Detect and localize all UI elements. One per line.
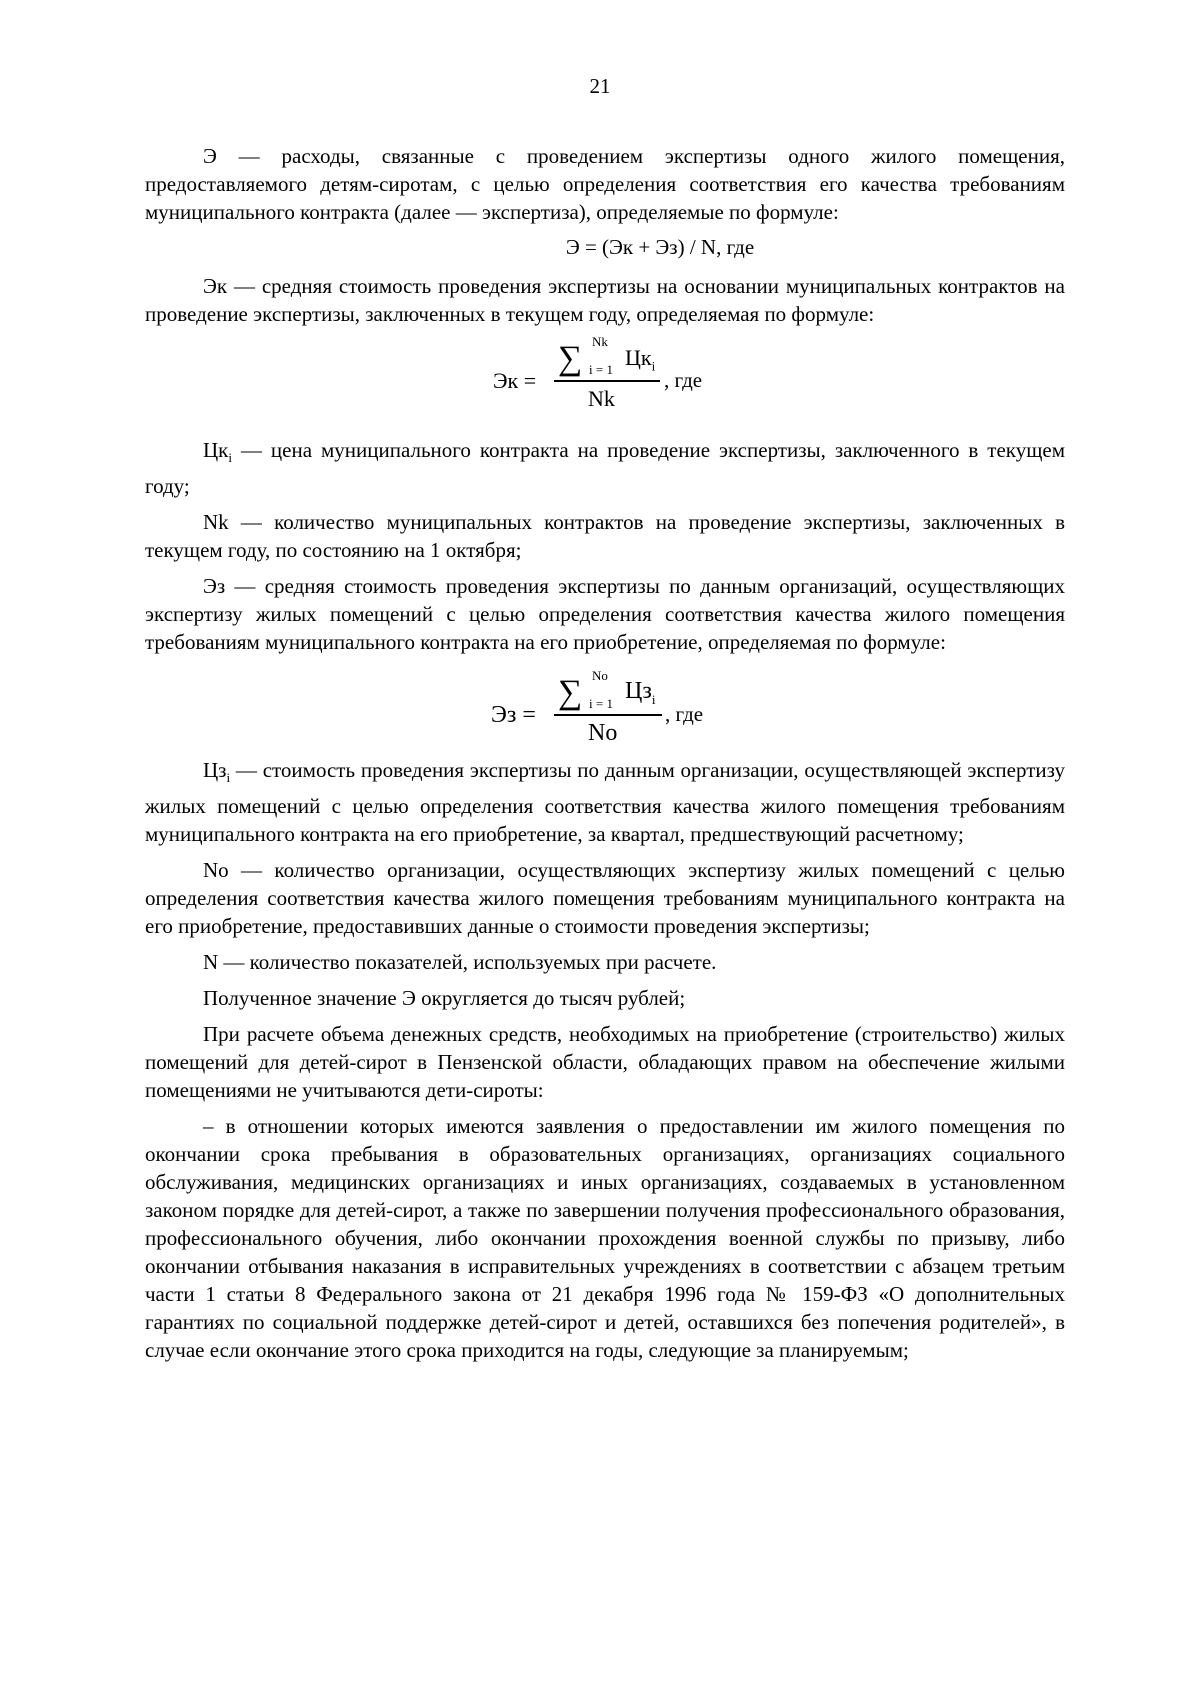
formula-ek-term-text: Цк	[625, 345, 652, 370]
tsz-subscript: i	[226, 770, 231, 786]
formula-ek-denominator: Nk	[588, 386, 615, 411]
formula-e: Э = (Эк + Эз) / N, где	[565, 235, 755, 259]
tsz-text: — стоимость проведения экспертизы по данным организации, осуществляющей экспертизу жилых помещений с целью определения соответствия качества жилого помещения требованиям муниципального контракта на его приобретение, за квартал, предшествующий расчетному;	[145, 758, 1065, 847]
paragraph-no-definition: No — количество организации, осуществляющих экспертизу жилых помещений с целью определения соответствия качества жилого помещения требованиям муниципального контракта на его приобретение, предоставивших данные о стоимости проведения экспертизы;	[145, 858, 1065, 939]
paragraph-n-definition: N — количество показателей, используемых при расчете.	[203, 950, 717, 975]
formula-ek-lower-limit: i = 1	[589, 362, 613, 377]
formula-ez-term-sub: i	[651, 691, 656, 707]
formula-ez-lower-limit: i = 1	[589, 696, 613, 712]
formula-ek-term-sub: i	[651, 358, 656, 374]
tsk-text: — цена муниципального контракта на проведение экспертизы, заключенного в текущем году;	[145, 438, 1065, 499]
paragraph-ek-definition: Эк — средняя стоимость проведения экспертизы на основании муниципальных контрактов на проведение экспертизы, заключенных в текущем году, определяемая по формуле:	[145, 274, 1065, 326]
page-number: 21	[589, 74, 611, 98]
formula-ek-lhs: Эк =	[493, 368, 537, 393]
formula-ek-upper-limit: Nk	[592, 334, 608, 349]
formula-ez-lhs: Эз =	[491, 702, 536, 729]
formula-ez-fraction-line	[554, 714, 662, 716]
paragraph-tsz-definition	[145, 756, 1065, 848]
paragraph-exclusion-item: – в отношении которых имеются заявления о предоставлении им жилого помещения по окончании срока пребывания в образовательных организациях, организациях социального обслуживания, медицинских организациях и иных организациях, создаваемых в установленном законом порядке для детей-сирот, а также по завершении получения профессионального образования, профессионального обучения, либо окончании прохождения военной службы по призыву, либо окончании отбывания наказания в исправительных учреждениях в соответствии с абзацем третьим части 1 статьи 8 Федерального закона от 21 декабря 1996 года № 159-ФЗ «О дополнительных гарантиях по социальной поддержке детей-сирот и детей, оставшихся без попечения родителей», в случае если окончание этого срока приходится на годы, следующие за планируемым;	[145, 1114, 1065, 1363]
formula-ez-term-text: Цз	[625, 678, 652, 705]
paragraph-tsk-definition	[145, 436, 1065, 500]
formula-ez	[145, 656, 1065, 756]
tsz-label: Цз	[203, 758, 227, 783]
paragraph-e-definition: Э — расходы, связанные с проведением экспертизы одного жилого помещения, предоставляемого детям-сиротам, с целью определения соответствия его качества требованиям муниципального контракта (далее — экспертиза), определяемые по формуле:	[145, 144, 1065, 224]
formula-ek	[145, 328, 1065, 428]
formula-ek-fraction-line	[554, 380, 660, 382]
formula-ek-term	[625, 345, 655, 374]
paragraph-ez-definition: Эз — средняя стоимость проведения экспертизы по данным организаций, осуществляющих экспертизу жилых помещений с целью определения соответствия качества жилого помещения требованиям муниципального контракта на его приобретение, определяемая по формуле:	[145, 574, 1065, 655]
formula-ek-sigma: ∑	[558, 340, 583, 377]
formula-ek-tail: , где	[664, 368, 703, 392]
tsk-label: Цк	[203, 438, 229, 462]
paragraph-exclusions-intro: При расчете объема денежных средств, необходимых на приобретение (строительство) жилых помещений для детей-сирот в Пензенской области, обладающих правом на обеспечение жилыми помещениями не учитываются дети-сироты:	[145, 1022, 1065, 1103]
tsk-subscript: i	[228, 450, 232, 466]
formula-ez-upper-limit: No	[592, 668, 608, 684]
formula-ez-tail: , где	[665, 702, 704, 727]
paragraph-rounding: Полученное значение Э округляется до тысяч рублей;	[203, 986, 686, 1011]
formula-ez-sigma: ∑	[558, 674, 583, 712]
formula-ez-denominator: No	[588, 720, 618, 747]
document-body	[145, 142, 1065, 1364]
formula-ez-term	[625, 678, 655, 708]
paragraph-nk-definition: Nk — количество муниципальных контрактов на проведение экспертизы, заключенных в текущем году, по состоянию на 1 октября;	[145, 510, 1065, 563]
